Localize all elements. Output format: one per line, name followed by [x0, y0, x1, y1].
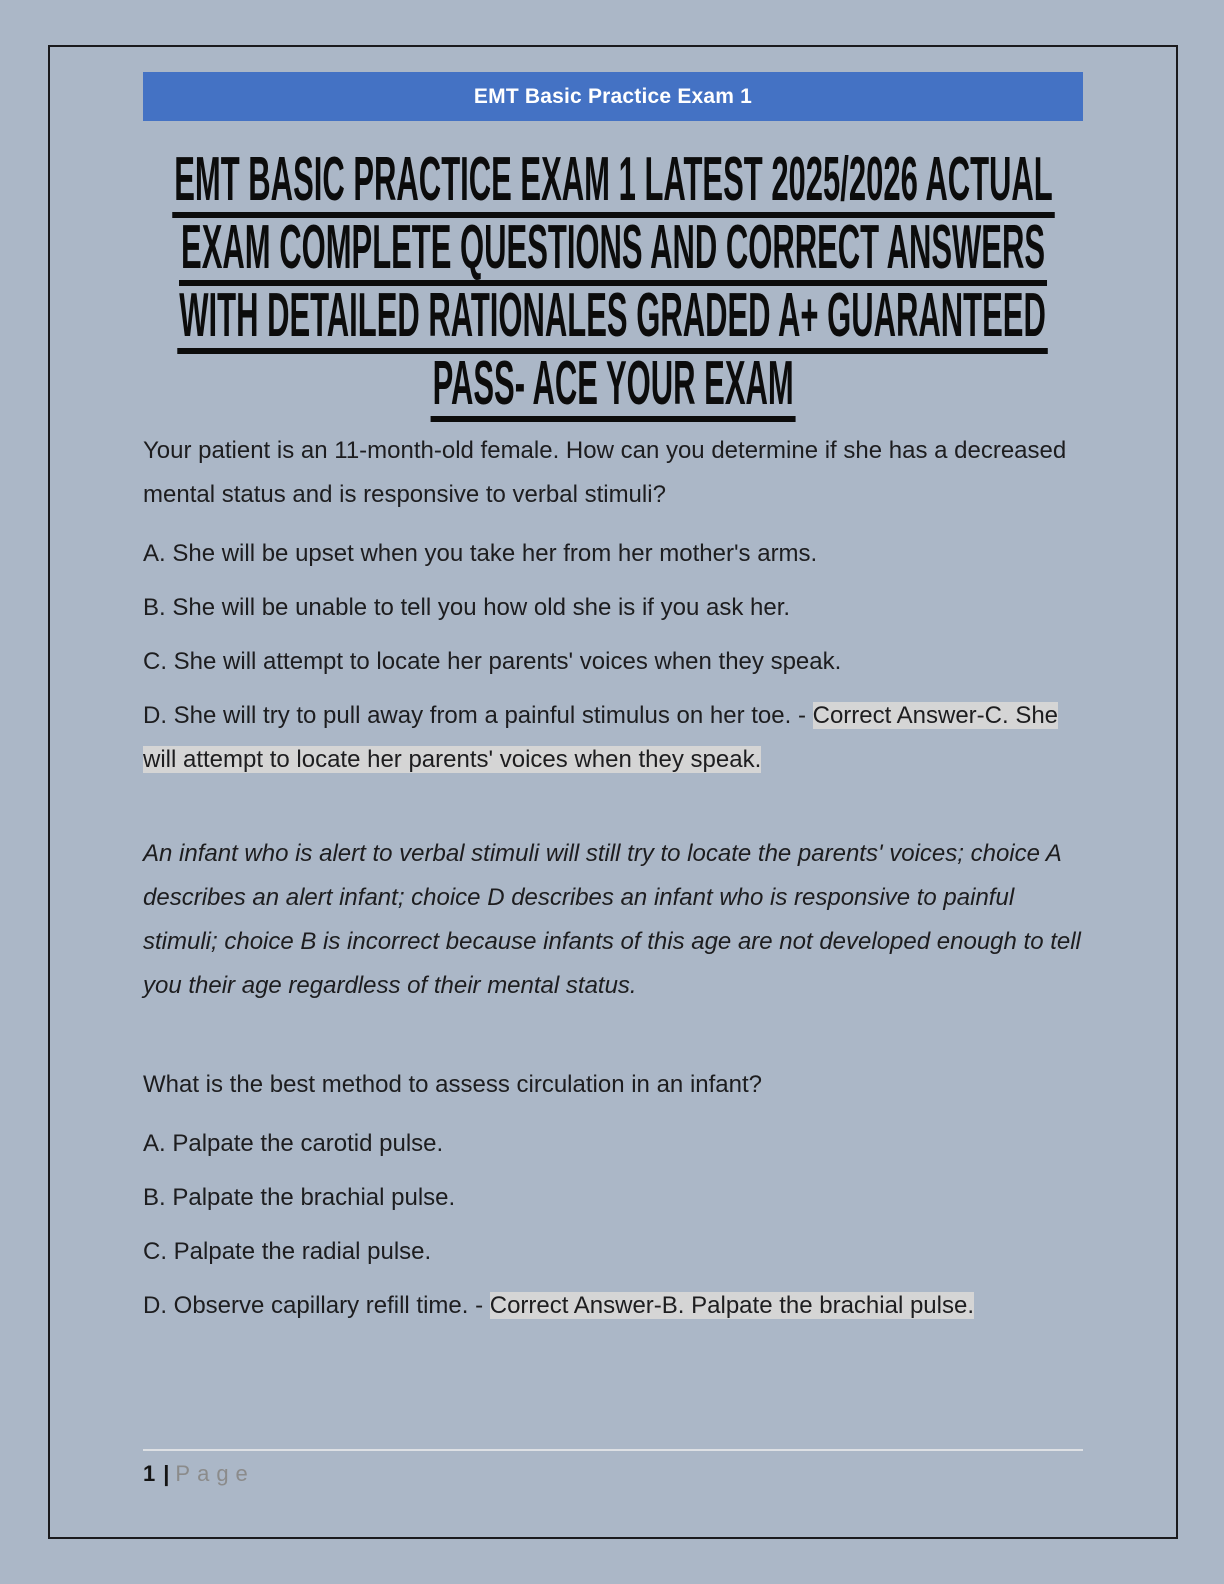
title-line-1	[143, 145, 1083, 220]
question-2-correct-answer-highlight: Correct Answer-B. Palpate the brachial pulse.	[489, 1292, 974, 1319]
question-2-option-a: A. Palpate the carotid pulse.	[143, 1130, 444, 1157]
title-line-1-text: EMT BASIC PRACTICE EXAM 1 LATEST 2025/2026 ACTUAL	[172, 152, 1054, 218]
question-1-option-c: C. She will attempt to locate her parents' voices when they speak.	[143, 648, 842, 675]
question-1-text: Your patient is an 11-month-old female. How can you determine if she has a decreased mental status and is responsive to verbal stimuli?	[143, 437, 1067, 508]
title-line-3	[143, 281, 1083, 356]
question-2-option-b: B. Palpate the brachial pulse.	[143, 1184, 456, 1211]
title-line-4-text: PASS- ACE YOUR EXAM	[430, 356, 795, 422]
question-1-option-b: B. She will be unable to tell you how old she is if you ask her.	[143, 594, 791, 621]
question-2-option-c: C. Palpate the radial pulse.	[143, 1238, 432, 1265]
question-2-option-d-text: D. Observe capillary refill time. -	[143, 1292, 490, 1319]
page-number: 1	[143, 1461, 156, 1486]
question-1-option-d	[143, 694, 1083, 782]
page-footer	[143, 1449, 1083, 1488]
title-line-3-text: WITH DETAILED RATIONALES GRADED A+ GUARANTEED	[178, 288, 1049, 354]
question-2-text: What is the best method to assess circulation in an infant?	[143, 1071, 762, 1098]
question-block-2	[143, 1063, 1083, 1328]
footer-separator: |	[163, 1461, 170, 1486]
document-title	[143, 145, 1083, 424]
footer-page-label: Page	[175, 1461, 255, 1486]
question-1-option-a: A. She will be upset when you take her from her mother's arms.	[143, 540, 818, 567]
banner-title: EMT Basic Practice Exam 1	[473, 84, 753, 108]
question-1-correct-answer-highlight: Correct Answer-C. She will attempt to locate her parents' voices when they speak.	[143, 702, 1059, 773]
page-content	[143, 0, 1083, 1338]
question-2-option-d	[143, 1284, 1083, 1328]
question-1-rationale: An infant who is alert to verbal stimuli will still try to locate the parents' voices; choice A describes an alert infant; choice D describes an infant who is responsive to painful stimuli; choice B is incorrect because infants of this age are not developed enough to tell you their age regardless of their mental status.	[143, 840, 1081, 999]
title-line-2-text: EXAM COMPLETE QUESTIONS AND CORRECT ANSWERS	[179, 220, 1047, 286]
title-line-4	[143, 349, 1083, 424]
question-block-1	[143, 429, 1083, 1008]
header-banner	[143, 72, 1083, 121]
question-1-option-d-text: D. She will try to pull away from a painful stimulus on her toe. -	[143, 702, 813, 729]
title-line-2	[143, 213, 1083, 288]
